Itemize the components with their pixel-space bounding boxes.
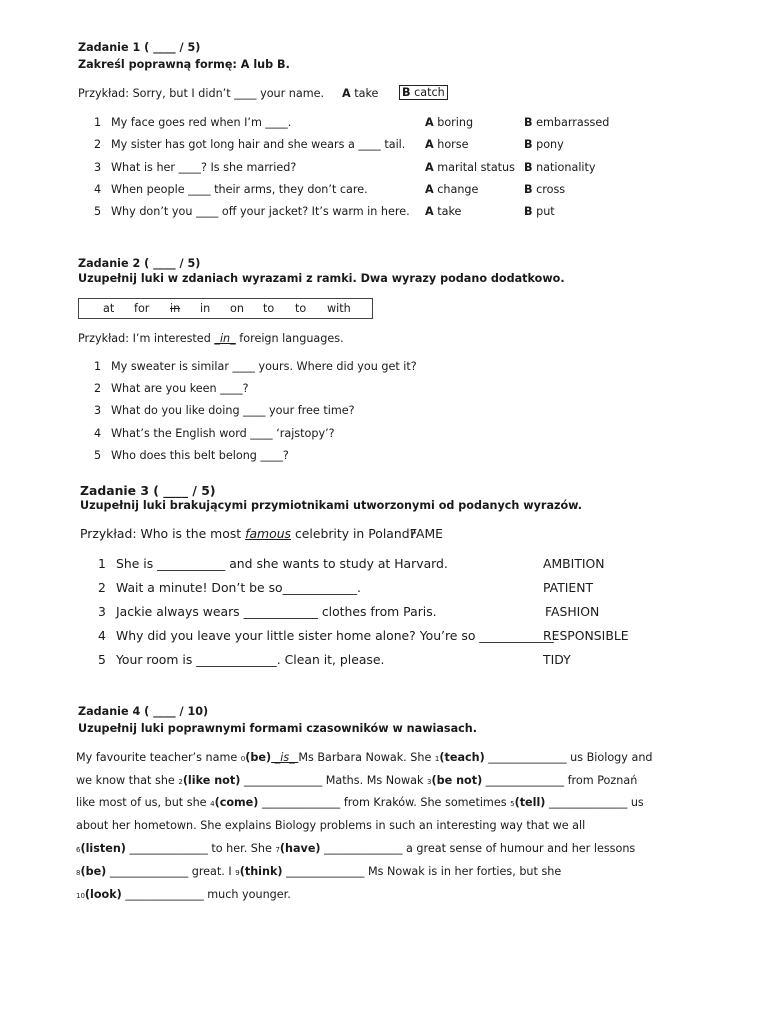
base-word: PATIENT: [543, 580, 594, 595]
word-box-item: on: [230, 302, 244, 315]
list-item-number: 4: [98, 628, 106, 643]
list-item-number: 3: [94, 404, 102, 417]
option-a: A change: [425, 183, 479, 196]
z4-instruction: Uzupełnij luki poprawnymi formami czasowników w nawiasach.: [78, 722, 477, 735]
list-item-text: She is ___________ and she wants to study at Harvard.: [116, 556, 448, 571]
example-answer: _is_: [271, 751, 299, 764]
list-item-text: My face goes red when I’m ____.: [111, 116, 292, 129]
base-word: TIDY: [543, 652, 571, 667]
list-item-number: 3: [94, 161, 102, 174]
option-b: B nationality: [524, 161, 596, 174]
list-item-text: Why did you leave your little sister home alone? You’re so ____________.: [116, 628, 558, 643]
word-box-item: in: [200, 302, 211, 315]
list-item-text: What do you like doing ____ your free time?: [111, 404, 355, 417]
z1-instruction: Zakreśl poprawną formę: A lub B.: [78, 58, 290, 71]
base-word: RESPONSIBLE: [543, 628, 629, 643]
z1-example-option-b-boxed: B catch: [399, 85, 448, 100]
paragraph-line: like most of us, but she 4(come) ______________ from Kraków. She sometimes 5(tell) ______________ us: [76, 796, 644, 809]
word-box-item: to: [263, 302, 275, 315]
option-b: B put: [524, 205, 555, 218]
word-box-item: for: [134, 302, 150, 315]
z3-example-word: FAME: [410, 526, 443, 541]
list-item-text: Who does this belt belong ____?: [111, 449, 289, 462]
paragraph-line: we know that she 2(like not) ______________ Maths. Ms Nowak 3(be not) ______________ from Poznań: [76, 774, 638, 787]
list-item-text: My sister has got long hair and she wears a ____ tail.: [111, 138, 406, 151]
option-a: A horse: [425, 138, 469, 151]
z2-example: Przykład: I’m interested _in_ foreign languages.: [78, 332, 344, 345]
list-item-text: What is her ____? Is she married?: [111, 161, 297, 174]
z1-example: Przykład: Sorry, but I didn’t ____ your name.: [78, 87, 325, 100]
z2-instruction: Uzupełnij luki w zdaniach wyrazami z ramki. Dwa wyrazy podano dodatkowo.: [78, 272, 565, 285]
option-b: B embarrassed: [524, 116, 610, 129]
example-answer: famous: [245, 526, 292, 541]
z3-example: Przykład: Who is the most famous celebrity in Poland?: [80, 526, 417, 541]
list-item-number: 1: [94, 360, 102, 373]
option-b: B pony: [524, 138, 564, 151]
option-a: A take: [425, 205, 462, 218]
list-item-text: Wait a minute! Don’t be so____________.: [116, 580, 361, 595]
z1-title: Zadanie 1 ( ____ / 5): [78, 41, 201, 54]
paragraph-line: about her hometown. She explains Biology problems in such an interesting way that we all: [76, 819, 586, 832]
list-item-number: 4: [94, 183, 102, 196]
option-a: A boring: [425, 116, 474, 129]
paragraph-line: 6(listen) ______________ to her. She 7(have) ______________ a great sense of humour and her lessons: [76, 842, 636, 855]
list-item-number: 4: [94, 427, 102, 440]
list-item-number: 2: [94, 138, 102, 151]
list-item-text: My sweater is similar ____ yours. Where did you get it?: [111, 360, 417, 373]
list-item-text: What are you keen ____?: [111, 382, 249, 395]
z2-title: Zadanie 2 ( ____ / 5): [78, 257, 201, 270]
list-item-text: Your room is _____________. Clean it, please.: [116, 652, 385, 667]
z4-title: Zadanie 4 ( ____ / 10): [78, 705, 209, 718]
example-answer: _in_: [214, 332, 236, 345]
list-item-number: 5: [94, 449, 102, 462]
word-box-item: with: [327, 302, 351, 315]
list-item-number: 1: [98, 556, 106, 571]
z1-example-option-a: A take: [342, 87, 379, 100]
option-a: A marital status: [425, 161, 515, 174]
base-word: AMBITION: [543, 556, 605, 571]
list-item-number: 2: [98, 580, 106, 595]
word-box-item: at: [103, 302, 115, 315]
z2-word-box: [78, 298, 373, 319]
base-word: FASHION: [545, 604, 600, 619]
z3-title: Zadanie 3 ( ____ / 5): [80, 483, 216, 498]
z3-instruction: Uzupełnij luki brakującymi przymiotnikami utworzonymi od podanych wyrazów.: [80, 499, 583, 512]
list-item-text: When people ____ their arms, they don’t care.: [111, 183, 368, 196]
list-item-text: Jackie always wears ____________ clothes from Paris.: [116, 604, 437, 619]
list-item-number: 3: [98, 604, 106, 619]
list-item-text: Why don’t you ____ off your jacket? It’s warm in here.: [111, 205, 410, 218]
list-item-number: 1: [94, 116, 102, 129]
paragraph-line: 10(look) ______________ much younger.: [76, 888, 291, 901]
list-item-number: 5: [98, 652, 106, 667]
list-item-number: 2: [94, 382, 102, 395]
paragraph-line: 8(be) ______________ great. I 9(think) ______________ Ms Nowak is in her forties, but she: [76, 865, 562, 878]
list-item-number: 5: [94, 205, 102, 218]
list-item-text: What’s the English word ____ ‘rajstopy’?: [111, 427, 335, 440]
option-b: B cross: [524, 183, 566, 196]
word-box-item: to: [295, 302, 307, 315]
word-box-item-crossed: in: [170, 302, 181, 315]
paragraph-line: My favourite teacher’s name 0(be) _is_ Ms Barbara Nowak. She 1(teach) ______________ us Biology and: [76, 751, 653, 764]
